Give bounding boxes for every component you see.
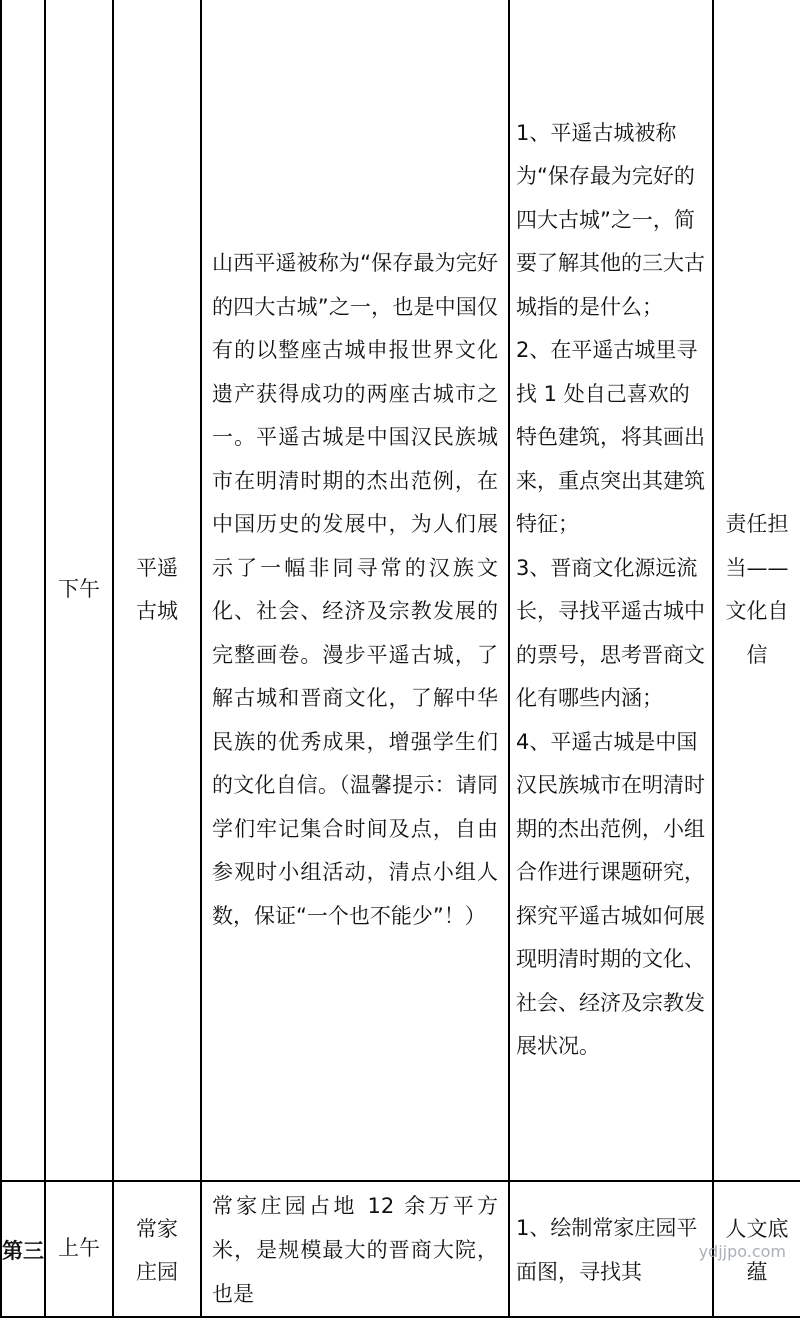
tasks-cell: 1、绘制常家庄园平面图，寻找其 — [509, 1181, 713, 1317]
description-cell: 常家庄园占地 12 余万平方米，是规模最大的晋商大院，也是 — [201, 1181, 509, 1317]
period-cell: 上午 — [45, 1181, 113, 1317]
description-cell: 山西平遥被称为“保存最为完好的四大古城”之一，也是中国仅有的以整座古城申报世界文化遗产获得成功的两座古城市之一。平遥古城是中国汉民族城市在明清时期的杰出范例，在中国历史的发展中，为人们展示了一幅非同寻常的汉族文化、社会、经济及宗教发展的完整画卷。漫步平遥古城，了解古城和晋商文化，了解中华民族的优秀成果，增强学生们的文化自信。（温馨提示：请同学们牢记集合时间及点，自由参观时小组活动，清点小组人数，保证“一个也不能少”！） — [201, 0, 509, 1181]
list-item: 3、晋商文化源远流长，寻找平遥古城中的票号，思考晋商文化有哪些内涵； — [516, 555, 705, 710]
day-cell: 第三 — [1, 1181, 45, 1317]
day-cell — [1, 0, 45, 1181]
place-cell: 平遥古城 — [113, 0, 201, 1181]
theme-cell: 人文底蕴 — [713, 1181, 800, 1317]
watermark: ydjjpo.com — [698, 1242, 786, 1261]
theme-cell: 责任担当——文化自信 — [713, 0, 800, 1181]
table-row — [1, 0, 800, 1181]
tasks-cell — [509, 0, 713, 1181]
list-item: 4、平遥古城是中国汉民族城市在明清时期的杰出范例，小组合作进行课题研究，探究平遥古城如何展现明清时期的文化、社会、经济及宗教发展状况。 — [516, 729, 705, 1058]
task-list — [510, 112, 712, 1069]
list-item: 2、在平遥古城里寻找 1 处自己喜欢的特色建筑，将其画出来，重点突出其建筑特征； — [516, 338, 705, 536]
list-item: 1、平遥古城被称为“保存最为完好的四大古城”之一，简要了解其他的三大古城指的是什么； — [516, 120, 705, 319]
table-row — [1, 1181, 800, 1317]
period-cell: 下午 — [45, 0, 113, 1181]
place-cell: 常家庄园 — [113, 1181, 201, 1317]
